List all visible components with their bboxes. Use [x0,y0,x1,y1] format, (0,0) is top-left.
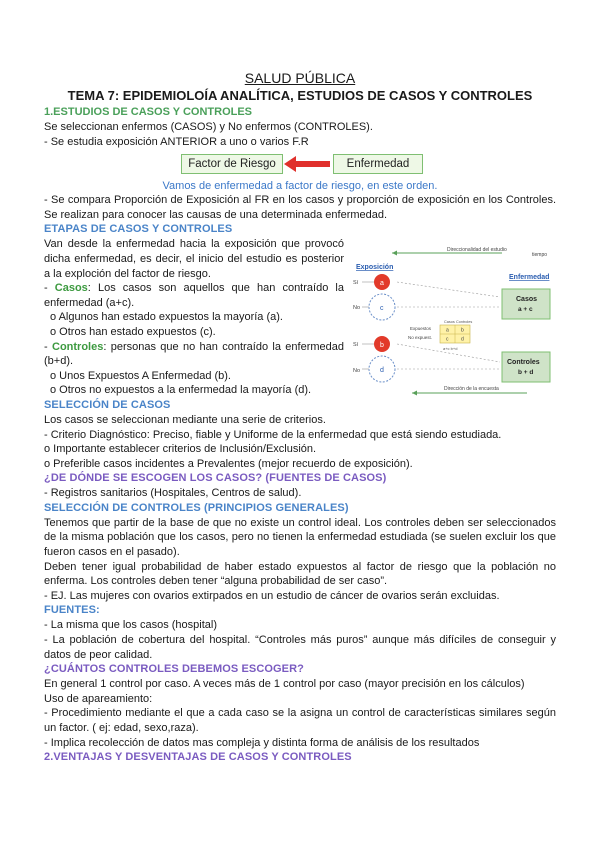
fuentes-paragraph-1: - La misma que los casos (hospital) [44,619,218,632]
table-sums: a+c b+d [443,346,458,352]
casos-box-label: Casos [516,296,538,304]
controles-label: Controles [52,340,104,353]
controles-d: o Otros no expuestos a la enfermedad la mayoría (d). [50,384,312,397]
section-1-heading: 1.ESTUDIOS DE CASOS Y CONTROLES [44,106,253,118]
label-d: d [380,367,384,375]
casos-label: Casos [54,282,88,295]
casos-text: : Los casos son aquellos que han contraído la enfermedad (a+c). [44,282,344,309]
section-2-heading: 2.VENTAJAS Y DESVENTAJAS DE CASOS Y CONTROLES [44,751,352,764]
seleccion-paragraph-3: o Importante establecer criterios de Inclusión/Exclusión. [44,443,317,456]
table-header-controles: Controles [456,320,473,325]
left-arrow-icon [284,156,330,172]
table-row-no-expuest: No expuest. [408,335,433,341]
label-b: b [380,342,384,350]
time-label: tiempo [532,252,548,259]
enfermedad-label: Enfermedad [509,274,550,282]
table-c: c [446,336,449,343]
exposicion-label: Exposición [356,264,394,272]
controles-box-label: Controles [507,359,540,367]
si-label-top: Sí [353,280,359,287]
s1-paragraph-2: - Se estudia exposición ANTERIOR a uno o varios F.R [44,135,309,148]
flow-caption: Vamos de enfermedad a factor de riesgo, en este orden. [162,180,438,193]
cuantos-paragraph-2: Uso de apareamiento: [44,692,153,705]
s1-paragraph-1: Se seleccionan enfermos (CASOS) y No enfermos (CONTROLES). [44,121,373,133]
fuentes-heading: FUENTES: [44,604,100,617]
etapas-text [44,237,344,398]
sel-controles-paragraph-2: Deben tener igual probabilidad de haber estado expuestos al factor de riesgo que la población no enferma. Los controles deben tener “alguna probabilidad de ser caso”. [44,560,556,588]
cuantos-heading: ¿CUÁNTOS CONTROLES DEBEMOS ESCOGER? [44,663,304,676]
seleccion-casos-heading: SELECCIÓN DE CASOS [44,398,171,411]
table-d: d [461,336,464,343]
label-a: a [380,280,384,288]
seleccion-paragraph-2: - Criterio Diagnóstico: Preciso, fiable y Uniforme de la enfermedad que está siendo estudiada. [44,428,502,441]
flow-diagram [44,152,556,176]
controles-box-sum: b + d [518,369,534,377]
seleccion-controles-heading: SELECCIÓN DE CONTROLES (PRINCIPIOS GENERALES) [44,501,349,514]
seleccion-paragraph-4: o Preferible casos incidentes a Prevalentes (mejor recuerdo de exposición). [44,457,413,470]
controles-text: : personas que no han contraído la enfermedad (b+d). [44,340,344,368]
top-arrow-head-icon [392,251,397,256]
bottom-arrow-label: Dirección de la encuesta [444,386,499,393]
cuantos-paragraph-1: En general 1 control por caso. A veces más de 1 control por caso (mayor precisión en los cálculos) [44,678,525,691]
controles-box [502,352,550,382]
controles-definition: - Controles: personas que no han contraído la enfermedad (b+d). [44,340,344,368]
cuantos-paragraph-4: - Implica recolección de datos mas compleja y distinta forma de análisis de los resultados [44,736,480,749]
casos-definition: - Casos: Los casos son aquellos que han contraído la enfermedad (a+c). [44,282,344,309]
bottom-arrow-head-icon [412,391,417,396]
risk-factor-box: Factor de Riesgo [181,154,283,174]
fuentes-paragraph-2: - La población de cobertura del hospital. “Controles más puros” aunque más difíciles de conseguir y datos de peor calidad. [44,634,556,661]
table-header-casos: Casos [444,320,455,325]
top-arrow-label: Direccionalidad del estudio [447,247,507,254]
topic-title: TEMA 7: EPIDEMIOLOÍA ANALÍTICA, ESTUDIOS DE CASOS Y CONTROLES [67,88,533,103]
cuantos-paragraph-3: - Procedimiento mediante el que a cada caso se la asigna un control de características similares según un factor. ( ej: edad, sexo,raza). [44,707,556,734]
s1-paragraph-3: - Se compara Proporción de Exposición al FR en los casos y proporción de exposición en los Controles. Se realizan para conocer las causas de una determinada enfermedad. [44,194,556,221]
table-row-expuestos: Expuestos [410,326,432,332]
casos-box [502,289,550,319]
casos-box-sum: a + c [518,306,533,314]
si-label-bottom: Sí [353,342,359,349]
subject-title: SALUD PÚBLICA [244,70,356,86]
table-a: a [446,327,449,334]
case-control-diagram [352,247,558,397]
no-label-bottom: No [353,368,361,375]
etapas-block [44,237,556,398]
disease-box: Enfermedad [333,154,423,174]
table-b: b [461,327,464,334]
controles-b: o Unos Expuestos A Enfermedad (b). [50,369,231,382]
label-c: c [380,305,384,313]
sel-controles-paragraph-1: Tenemos que partir de la base de que no existe un control ideal. Los controles deben ser seleccionados de la misma población que los casos, pero no tienen la enfermedad estudiada (se suelen excluir los que fueron casos en el pasado). [44,516,556,559]
no-label-top: No [353,305,361,312]
document-page [44,70,556,765]
fuentes-casos-paragraph: - Registros sanitarios (Hospitales, Centros de salud). [44,487,302,500]
casos-a: o Algunos han estado expuestos la mayoría (a). [50,311,283,324]
fuentes-casos-heading: ¿DE DÓNDE SE ESCOGEN LOS CASOS? (FUENTES DE CASOS) [44,472,387,485]
seleccion-paragraph-1: Los casos se seleccionan mediante una serie de criterios. [44,413,326,426]
sel-controles-paragraph-3: - EJ. Las mujeres con ovarios extirpados en un estudio de cáncer de ovarios serán excluidas. [44,589,500,602]
casos-c: o Otros han estado expuestos (c). [50,325,216,338]
etapas-heading: ETAPAS DE CASOS Y CONTROLES [44,223,233,236]
etapas-paragraph: Van desde la enfermedad hacia la exposición que provocó dicha enfermedad, es decir, el inicio del estudio es posterior a la exploción del factor de riesgo. [44,238,344,280]
